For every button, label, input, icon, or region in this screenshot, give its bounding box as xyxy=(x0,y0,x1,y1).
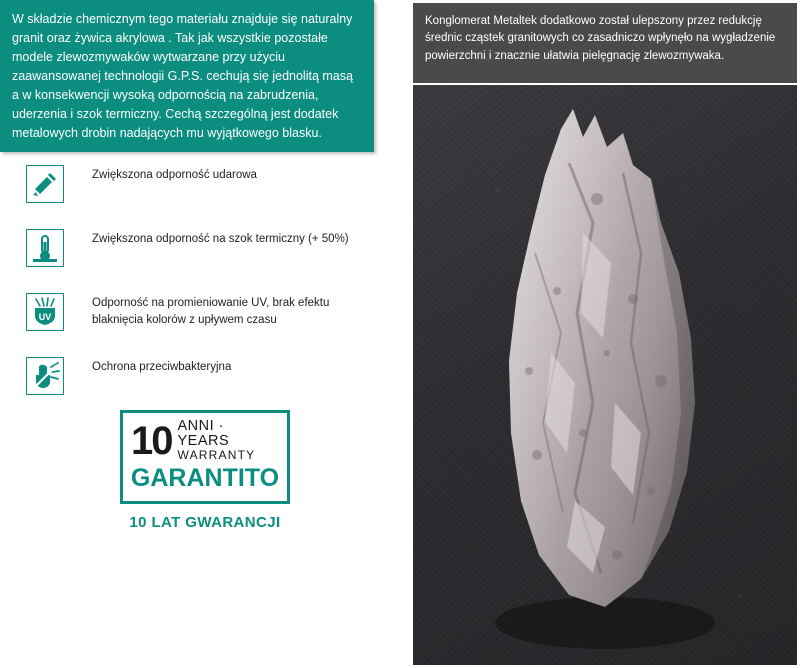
warranty-warranty-word: WARRANTY xyxy=(177,448,256,463)
photo-caption-box xyxy=(413,3,797,83)
uv-shield-icon xyxy=(26,293,64,331)
feature-label: Zwiększona odporność na szok termiczny (+ 50%) xyxy=(92,233,349,245)
svg-text:UV: UV xyxy=(38,312,52,322)
warranty-garantito: GARANTITO xyxy=(130,464,280,493)
warranty-top-row xyxy=(131,419,279,462)
antibacterial-icon xyxy=(26,357,64,395)
granite-rock-photo xyxy=(413,85,797,665)
feature-list xyxy=(26,163,386,419)
feature-item xyxy=(26,291,386,355)
feature-item xyxy=(26,227,386,291)
warranty-badge xyxy=(120,410,290,531)
feature-item xyxy=(26,163,386,227)
warranty-number: 10 xyxy=(131,418,172,463)
feature-label: Ochrona przeciwbakteryjna xyxy=(92,361,232,373)
feature-label: Odporność na promieniowanie UV, brak efektu blaknięcia kolorów z upływem czasu xyxy=(92,297,330,326)
warranty-polish-label: 10 LAT GWARANCJI xyxy=(129,514,281,532)
warranty-anni-years: ANNI · YEARS xyxy=(177,418,230,450)
thermometer-icon xyxy=(26,229,64,267)
warranty-words xyxy=(178,419,280,462)
rock-figure xyxy=(465,103,735,651)
photo-caption-text: Konglomerat Metaltek dodatkowo został ulepszony przez redukcję średnic cząstek granitowych co zasadniczo wpłynęło na wygładzenie powierzchni i znacznie ułatwia pielęgnację zlewozmywaka. xyxy=(425,15,776,62)
intro-description-box xyxy=(0,0,374,152)
warranty-box xyxy=(120,410,290,504)
impact-resistance-icon xyxy=(26,165,64,203)
intro-description-text: W składzie chemicznym tego materiału znajduje się naturalny granit oraz żywica akrylowa . Tak jak wszystkie pozostałe modele zlewozmywaków wytwarzane przy użyciu zaawansowanej technologii G.P.S. cechują się jednolitą masą a w konsekwencji wysoką odpornością na zabrudzenia, uderzenia i szok termiczny. Cechą szczególną jest dodatek metalowych drobin nadających mu wyjątkowego blasku. xyxy=(12,12,353,140)
feature-label: Zwiększona odporność udarowa xyxy=(92,169,257,181)
right-column xyxy=(413,3,797,665)
